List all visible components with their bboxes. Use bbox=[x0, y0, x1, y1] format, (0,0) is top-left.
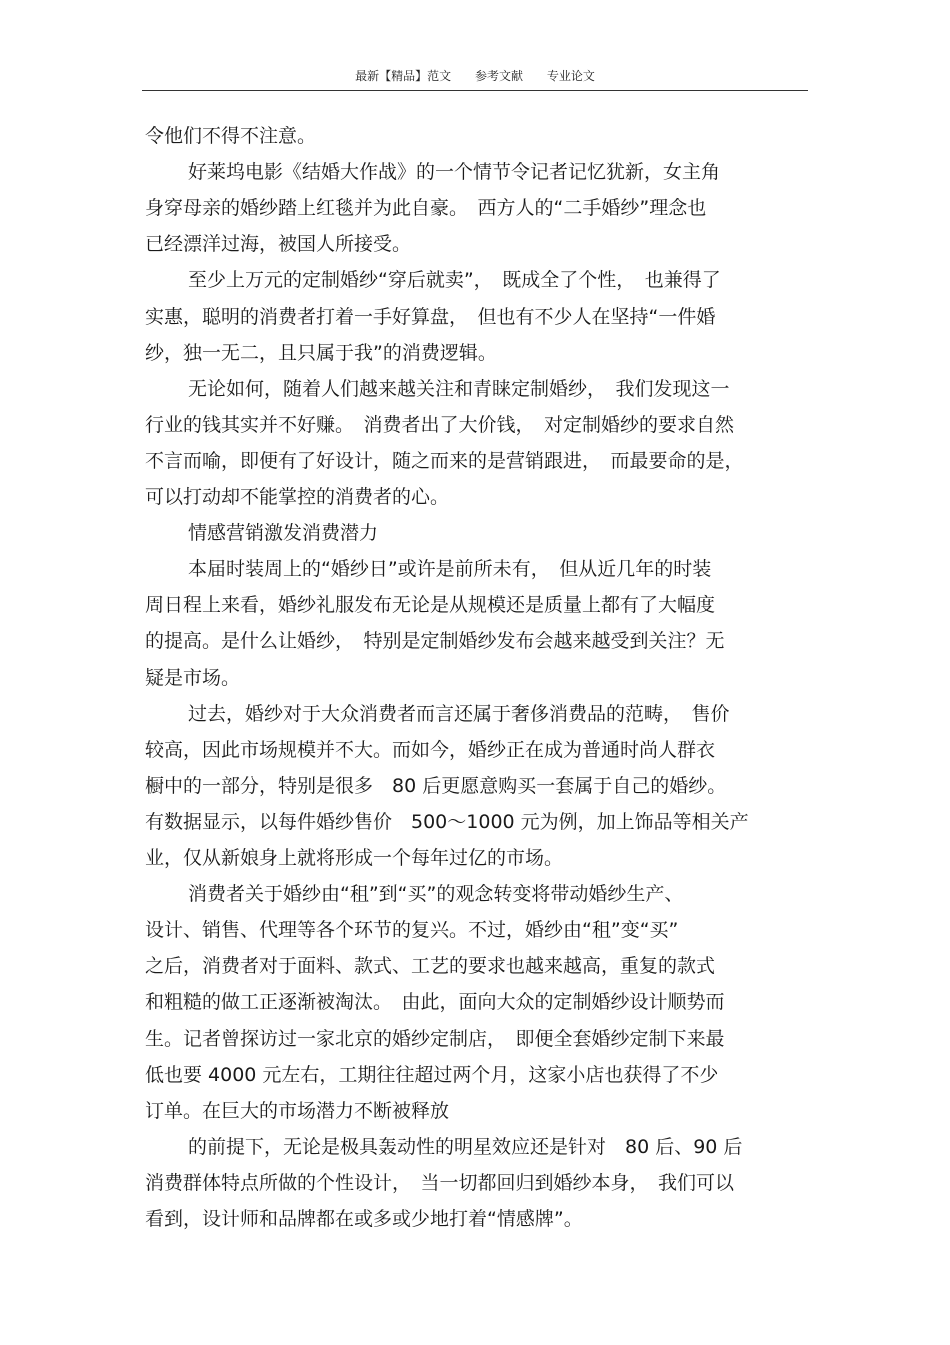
text-line: 情感营销激发消费潜力 bbox=[188, 522, 379, 545]
text-line: 过去，婚纱对于大众消费者而言还属于奢侈消费品的范畴， 售价 bbox=[188, 702, 730, 725]
text-line: 令他们不得不注意。 bbox=[145, 125, 317, 147]
header-item-fanwen: 最新【精品】范文 bbox=[355, 69, 452, 83]
text-line: 好莱坞电影《结婚大作战》的一个情节令记者记忆犹新，女主角 bbox=[188, 161, 721, 184]
text-line: 可以打动却不能掌控的消费者的心。 bbox=[145, 486, 450, 508]
text-line: 周日程上来看，婚纱礼服发布无论是从规模还是质量上都有了大幅度 bbox=[145, 594, 716, 617]
text-line: 消费群体特点所做的个性设计， 当一切都回归到婚纱本身， 我们可以 bbox=[145, 1171, 735, 1194]
page-header bbox=[142, 66, 808, 91]
text-line: 有数据显示，以每件婚纱售价 500～1000 元为例，加上饰品等相关产 bbox=[145, 810, 749, 833]
header-item-lunwen: 专业论文 bbox=[546, 69, 595, 83]
text-line: 较高，因此市场规模并不大。而如今，婚纱正在成为普通时尚人群衣 bbox=[145, 738, 716, 761]
text-line: 纱，独一无二，且只属于我”的消费逻辑。 bbox=[145, 341, 497, 364]
text-line: 已经漂洋过海，被国人所接受。 bbox=[145, 233, 412, 256]
text-line: 设计、销售、代理等各个环节的复兴。不过，婚纱由“租”变“买” bbox=[145, 919, 679, 942]
text-line: 本届时装周上的“婚纱日”或许是前所未有， 但从近几年的时装 bbox=[188, 558, 712, 581]
text-line: 生。记者曾探访过一家北京的婚纱定制店， 即便全套婚纱定制下来最 bbox=[145, 1027, 725, 1050]
text-line: 至少上万元的定制婚纱“穿后就卖”， 既成全了个性， 也兼得了 bbox=[188, 269, 721, 292]
text-line: 的前提下，无论是极具轰动性的明星效应还是针对 80 后、90 后 bbox=[188, 1135, 743, 1158]
text-line: 不言而喻，即便有了好设计，随之而来的是营销跟进， 而最要命的是， bbox=[145, 449, 744, 472]
text-line: 的提高。是什么让婚纱， 特别是定制婚纱发布会越来越受到关注？无 bbox=[145, 630, 725, 653]
text-line: 订单。在巨大的市场潜力不断被释放 bbox=[145, 1099, 450, 1122]
text-line: 业，仅从新娘身上就将形成一个每年过亿的市场。 bbox=[145, 847, 564, 869]
text-line: 无论如何，随着人们越来越关注和青睐定制婚纱， 我们发现这一 bbox=[188, 377, 730, 400]
text-line: 看到，设计师和品牌都在或多或少地打着“情感牌”。 bbox=[145, 1208, 583, 1230]
text-line: 和粗糙的做工正逐渐被淘汰。 由此，面向大众的定制婚纱设计顺势而 bbox=[145, 991, 725, 1014]
text-line: 消费者关于婚纱由“租”到“买”的观念转变将带动婚纱生产、 bbox=[188, 883, 684, 906]
text-line: 身穿母亲的婚纱踏上红毯并为此自豪。 西方人的“二手婚纱”理念也 bbox=[145, 197, 707, 220]
text-line: 之后，消费者对于面料、款式、工艺的要求也越来越高，重复的款式 bbox=[145, 955, 716, 978]
header-item-cankao: 参考文献 bbox=[474, 69, 523, 83]
text-line: 橱中的一部分，特别是很多 80 后更愿意购买一套属于自己的婚纱。 bbox=[145, 774, 727, 797]
text-line: 行业的钱其实并不好赚。 消费者出了大价钱， 对定制婚纱的要求自然 bbox=[145, 413, 735, 436]
text-line: 疑是市场。 bbox=[145, 666, 241, 689]
text-line: 实惠，聪明的消费者打着一手好算盘， 但也有不少人在坚持“一件婚 bbox=[145, 305, 716, 328]
text-line: 低也要 4000 元左右，工期往往超过两个月，这家小店也获得了不少 bbox=[145, 1063, 719, 1086]
